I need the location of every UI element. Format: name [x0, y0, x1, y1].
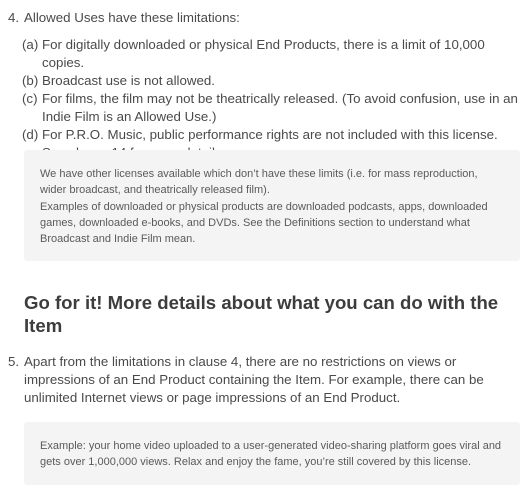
list-item-text: Broadcast use is not allowed. — [42, 73, 215, 88]
list-item-text: For digitally downloaded or physical End Products, there is a limit of 10,000 copies. — [42, 37, 485, 70]
limitations-list — [22, 36, 522, 162]
example-note — [24, 422, 520, 485]
clause-text: Apart from the limitations in clause 4, there are no restrictions on views or impressions of an End Product containing the Item. For example, there can be unlimited Internet views or page impressions of an End Product. — [24, 354, 484, 405]
note-line: We have other licenses available which don’t have these limits (i.e. for mass reproduction, wider broadcast, and theatrically released film). — [40, 168, 478, 197]
section-heading: Go for it! More details about what you can do with the Item — [24, 292, 499, 336]
list-item-letter: (d) — [22, 127, 39, 142]
clause-4 — [8, 9, 518, 27]
list-item — [22, 90, 522, 126]
clause-number: 4. — [8, 10, 20, 25]
clause-5 — [8, 353, 518, 407]
info-note — [24, 150, 520, 261]
clause-number: 5. — [8, 354, 20, 369]
note-line: Examples of downloaded or physical products are downloaded podcasts, apps, downloaded games, downloaded e-books, and DVDs. See the Definitions section to understand what Broadcast and Indie Film mean. — [40, 200, 488, 246]
list-item — [22, 36, 522, 72]
note-line: Example: your home video uploaded to a user-generated video-sharing platform goes viral and gets over 1,000,000 views. Relax and enjoy the fame, you’re still covered by this license. — [40, 440, 502, 469]
list-item-letter: (c) — [22, 91, 38, 106]
list-item-letter: (a) — [22, 37, 39, 52]
list-item — [22, 72, 522, 90]
list-item-text: For films, the film may not be theatrically released. (To avoid confusion, use in an Indie Film is an Allowed Use.) — [42, 91, 518, 124]
clause-text: Allowed Uses have these limitations: — [24, 10, 240, 25]
list-item-letter: (b) — [22, 73, 39, 88]
list-item-text: For P.R.O. Music, public performance rights are not included with this license. — [42, 127, 498, 142]
